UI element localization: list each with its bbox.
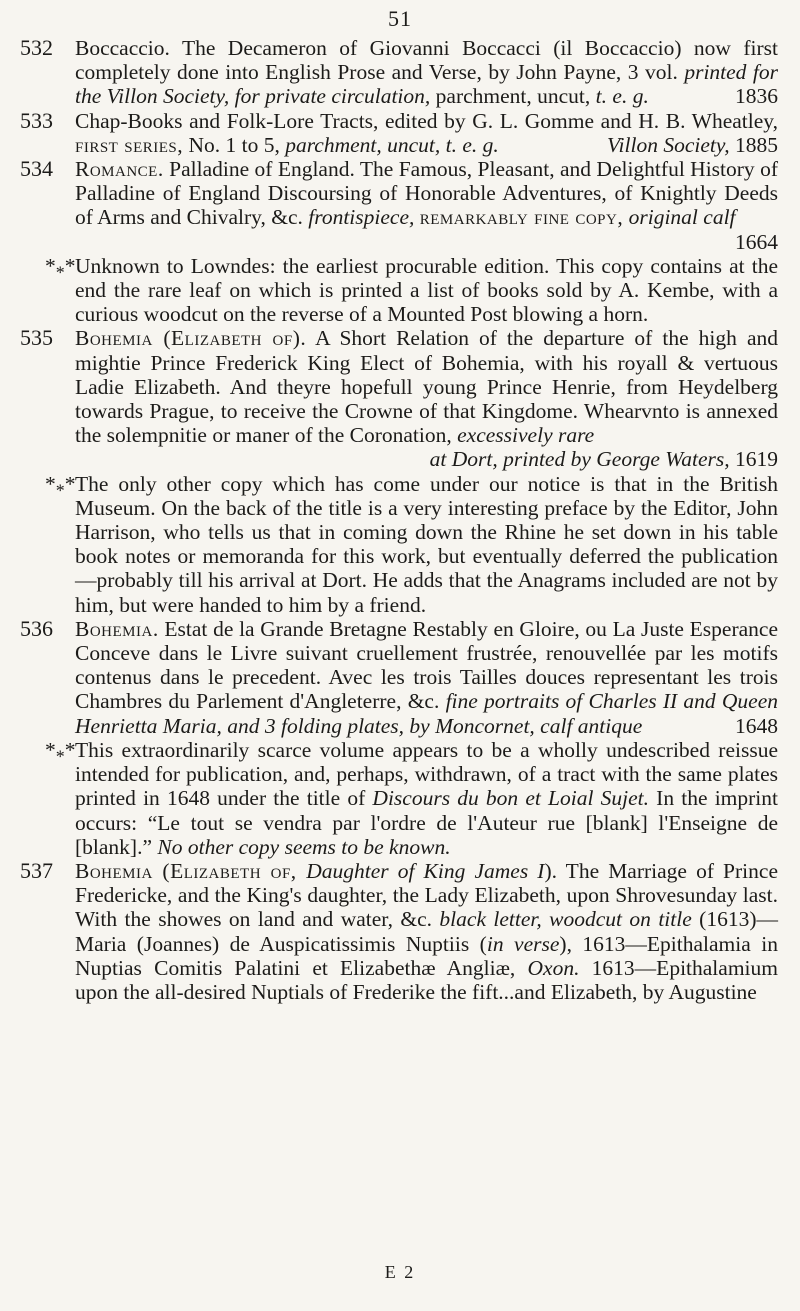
lot-year: 1885 <box>735 132 778 157</box>
lot-date: 1648 <box>735 713 778 738</box>
lot-description: The Marriage of Prince Fredericke, and the King's daughter, the Lady Elizabeth, upon Shrovesunday last. With the showes on land and water, &c. <box>75 858 778 932</box>
lot-series: first series, <box>75 132 184 157</box>
lot-heading: Bohemia. <box>75 616 159 641</box>
lot-note-remark: No other copy seems to be known. <box>157 834 451 859</box>
lot-description: A Short Relation of the departure of the high and mightie Prince Frederick King Elect of Bohemia, with his royall & vertuous Ladie Elizabeth. And theyre hopefull young Prince Henrie, from Heydelberg towards Prague, to receive the Crowne of that Kingdome. Whearvnto is annexed the solempnitie or maner of the Coronation, <box>75 326 778 448</box>
lot-heading: Boccaccio. <box>75 36 170 60</box>
lot-number: 537 <box>20 857 53 883</box>
lot-description: (1613)—Maria (Joannes) de Auspicatissimis Nuptiis ( <box>75 907 778 956</box>
lot-imprint: printed for the Villon Society, for private circulation, <box>75 60 778 109</box>
lot-entry <box>20 326 778 616</box>
lot-number: 534 <box>20 156 53 182</box>
lot-description: ), 1613—Epithalamia in Nuptias Comitis Palatini et Elizabethæ Angliæ, <box>75 931 778 980</box>
note-asterisks: $*_**$ <box>45 737 76 767</box>
lot-description: The Decameron of Giovanni Boccacci (il Boccaccio) now first completely done into English Prose and Verse, by John Payne, 3 vol. <box>75 36 778 85</box>
lot-date <box>430 447 778 471</box>
lot-note-text: Unknown to Lowndes: the earliest procurable edition. This copy contains at the end the rare leaf on which is printed a list of books sold by A. Kembe, with a curious woodcut on the reverse of a Mounted Post blowing a horn. <box>75 253 778 327</box>
lot-note-text: This extraordinarily scarce volume appears to be a wholly undescribed reissue intended for publication, and, perhaps, withdrawn, of a tract with the same plates printed in 1648 under the title of <box>75 737 778 811</box>
lot-imprint: Oxon. <box>527 955 580 980</box>
lot-heading: Bohemia (Elizabeth of, <box>75 858 307 883</box>
lot-description: Estat de la Grande Bretagne Restably en Gloire, ou La Juste Esperance Conceve dans le Livre suivant cruellement frustrée, renouvellée par les motifs contenus dans le precedent. Avec les trois Tailles douces representant les trois Chambres du Parlement d'Angleterre, &c. <box>75 616 778 714</box>
lot-heading: Chap-Books and Folk-Lore Tracts, <box>75 108 379 133</box>
lot-number: 532 <box>20 35 53 60</box>
lot-note-text: The only other copy which has come under our notice is that in the British Museum. On the back of the title is a very interesting preface by the Editor, John Harrison, who tells us that in coming down the Rhine he set down in his table book notes or memoranda for this work, but eventually deferred the publication—probably till his arrival at Dort. He adds that the Anagrams included are not by him, but were handed to him by a friend. <box>75 471 778 617</box>
lot-entry <box>20 859 778 1004</box>
note-asterisks: $*_**$ <box>45 253 76 283</box>
lot-description: 1613—Epithalamium upon the all-desired Nuptials of Frederike the fift...and Elizabeth, by Augustine <box>75 955 778 1004</box>
lot-note <box>45 472 778 617</box>
lot-description: parchment, uncut, <box>430 84 596 109</box>
lot-date: 1836 <box>735 84 778 109</box>
lot-date <box>607 133 778 157</box>
lot-typography: black letter, woodcut on title <box>439 907 692 932</box>
page-number: 51 <box>388 6 412 31</box>
lot-heading: Bohemia (Elizabeth of). <box>75 326 307 351</box>
lot-entry <box>20 617 778 859</box>
lot-note <box>45 738 778 859</box>
note-asterisks: $*_**$ <box>45 471 76 500</box>
lot-year: 1619 <box>735 447 778 472</box>
lot-number: 533 <box>20 107 53 133</box>
lot-binding: t. e. g. <box>595 84 649 109</box>
lot-description: No. 1 to 5, <box>183 132 286 157</box>
lot-illustration: fine portraits of Charles II and Queen Henrietta Maria, and 3 folding plates, by Moncornet, calf antique <box>75 689 778 738</box>
lot-entry <box>20 109 778 157</box>
lot-number: 536 <box>20 615 53 641</box>
lot-condition: remarkably fine copy, <box>419 205 624 230</box>
lot-rarity: excessively rare <box>457 423 595 448</box>
lot-date: 1664 <box>735 229 778 254</box>
lot-illustration: frontispiece, <box>308 205 415 230</box>
lot-entry <box>20 36 778 109</box>
lot-number: 535 <box>20 325 53 351</box>
lot-imprint: Villon Society, <box>607 132 730 157</box>
signature-mark: E 2 <box>384 1262 416 1282</box>
lot-note-title: Discours du bon et Loial Sujet. <box>372 786 649 811</box>
lot-binding: parchment, uncut, t. e. g. <box>285 132 499 157</box>
lot-note <box>45 254 778 327</box>
lot-heading-end: ). <box>544 858 557 883</box>
lot-entry <box>20 157 778 326</box>
lot-binding: original calf <box>628 205 736 230</box>
lot-heading-detail: Daughter of King James I <box>306 858 545 883</box>
lot-form: in verse <box>486 931 560 956</box>
lot-list <box>20 36 778 1004</box>
lot-description: edited by G. L. Gomme and H. B. Wheatley, <box>378 108 778 133</box>
lot-imprint: at Dort, printed by George Waters, <box>429 447 730 472</box>
lot-heading: Romance. <box>75 157 164 182</box>
lot-description: Palladine of England. The Famous, Pleasant, and Delightful History of Palladine of England Discoursing of Honorable Adventures, of Knightly Deeds of Arms and Chivalry, &c. <box>75 157 778 230</box>
lot-note-text: In the imprint occurs: “Le tout se vendra par l'ordre de l'Auteur rue [blank] l'Enseigne de [blank].” <box>75 786 778 859</box>
